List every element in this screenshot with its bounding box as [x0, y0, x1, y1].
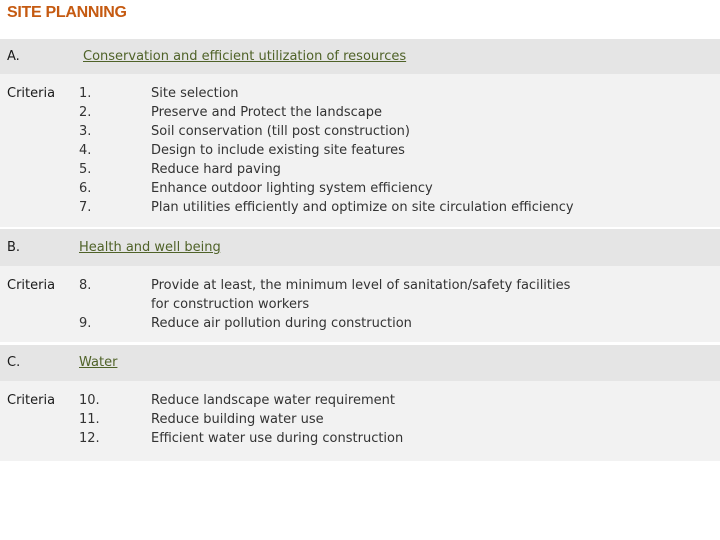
- list-number: 10.: [79, 393, 100, 408]
- list-number: 1.: [79, 86, 92, 101]
- section-b-heading: Health and well being: [79, 240, 221, 255]
- page-title: SITE PLANNING: [7, 4, 127, 21]
- list-item: Plan utilities efficiently and optimize on site circulation efficiency: [151, 200, 574, 215]
- list-item: Enhance outdoor lighting system efficiency: [151, 181, 433, 196]
- section-c-label: C.: [7, 355, 21, 370]
- section-b-numbers: [79, 276, 91, 333]
- list-item: Reduce landscape water requirement: [151, 393, 395, 408]
- list-number: 5.: [79, 162, 92, 177]
- list-number: 12.: [79, 431, 100, 446]
- section-a-items: [151, 84, 574, 217]
- section-b-items: [151, 276, 570, 333]
- list-number: 4.: [79, 143, 92, 158]
- section-a-heading: Conservation and efficient utilization of resources: [83, 49, 407, 64]
- section-a-label: A.: [7, 49, 20, 64]
- list-item: Design to include existing site features: [151, 143, 405, 158]
- list-number: 9.: [79, 316, 92, 331]
- list-number: 3.: [79, 124, 92, 139]
- list-number: 2.: [79, 105, 92, 120]
- list-number: 6.: [79, 181, 92, 196]
- section-b-criteria-label: Criteria: [7, 278, 56, 293]
- section-c-criteria-row: [0, 381, 720, 461]
- list-number: 8.: [79, 278, 92, 293]
- section-a-header-row: [0, 39, 720, 74]
- section-c-heading: Water: [79, 355, 118, 370]
- list-item: Provide at least, the minimum level of sanitation/safety facilities: [151, 278, 571, 293]
- section-c-items: [151, 391, 403, 448]
- list-item: Reduce air pollution during construction: [151, 316, 412, 331]
- section-b-criteria-row: [0, 266, 720, 342]
- list-item: for construction workers: [151, 297, 310, 312]
- list-item: Efficient water use during construction: [151, 431, 404, 446]
- section-c-numbers: [79, 391, 100, 448]
- section-c-criteria-label: Criteria: [7, 393, 56, 408]
- section-c-header-row: [0, 345, 720, 381]
- list-number: 11.: [79, 412, 100, 427]
- list-item: Soil conservation (till post construction): [151, 124, 410, 139]
- section-b-label: B.: [7, 240, 21, 255]
- section-b-header-row: [0, 229, 720, 266]
- section-a-numbers: [79, 84, 91, 217]
- list-number: 7.: [79, 200, 92, 215]
- list-item: Site selection: [151, 86, 239, 101]
- list-item: Reduce hard paving: [151, 162, 281, 177]
- section-a-criteria-label: Criteria: [7, 86, 56, 101]
- list-item: Preserve and Protect the landscape: [151, 105, 382, 120]
- list-item: Reduce building water use: [151, 412, 324, 427]
- section-a-criteria-row: [0, 74, 720, 227]
